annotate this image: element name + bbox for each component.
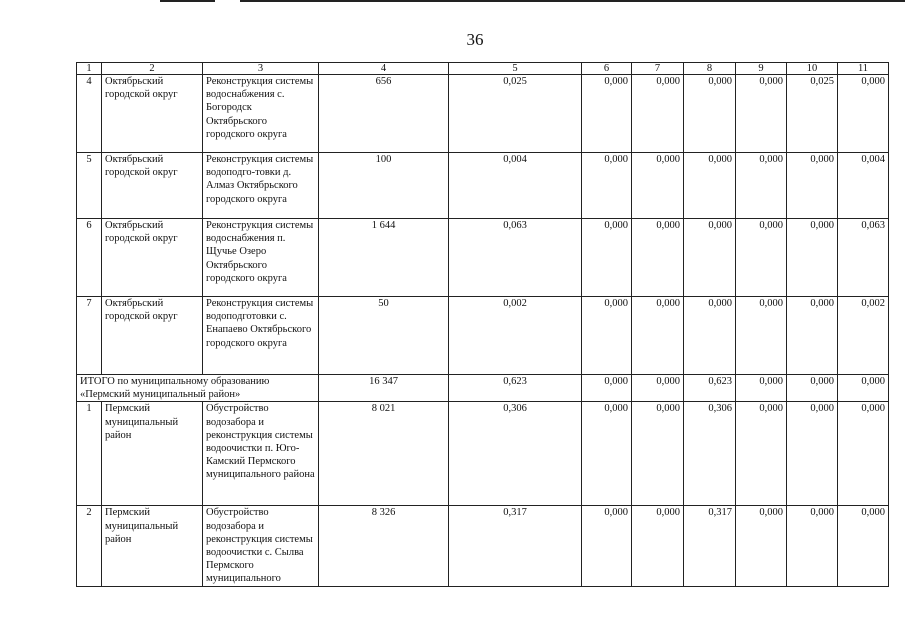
value-cell: 0,000 (736, 219, 787, 297)
value-cell: 0,000 (632, 75, 684, 153)
data-table (76, 62, 889, 587)
value-cell: 0,000 (632, 402, 684, 506)
total-value: 16 347 (319, 375, 449, 402)
value-cell: 0,000 (787, 153, 838, 219)
total-label: ИТОГО по муниципальному образованию «Пермский муниципальный район» (77, 375, 319, 402)
col-header: 4 (319, 63, 449, 75)
value-cell: 1 644 (319, 219, 449, 297)
value-cell: 50 (319, 297, 449, 375)
municipality-cell: Пермский муниципальный район (102, 506, 203, 586)
value-cell: 0,000 (582, 297, 632, 375)
value-cell: 0,000 (632, 506, 684, 586)
object-cell: Обустройство водозабора и реконструкция системы водоочистки п. Юго-Камский Пермского муниципального района (203, 402, 319, 506)
object-cell: Реконструкция системы водоснабжения с. Богородск Октябрьского городского округа (203, 75, 319, 153)
row-number: 6 (77, 219, 102, 297)
value-cell: 0,000 (787, 506, 838, 586)
table-row (77, 75, 889, 153)
row-number: 1 (77, 402, 102, 506)
value-cell: 0,000 (632, 219, 684, 297)
table-row (77, 219, 889, 297)
value-cell: 0,000 (684, 219, 736, 297)
value-cell: 0,000 (736, 402, 787, 506)
col-header: 2 (102, 63, 203, 75)
col-header: 11 (838, 63, 889, 75)
col-header: 9 (736, 63, 787, 75)
value-cell: 0,000 (736, 75, 787, 153)
municipality-cell: Октябрьский городской округ (102, 153, 203, 219)
value-cell: 0,000 (787, 297, 838, 375)
value-cell: 0,000 (632, 297, 684, 375)
col-header: 10 (787, 63, 838, 75)
value-cell: 0,000 (582, 75, 632, 153)
col-header: 6 (582, 63, 632, 75)
value-cell: 0,000 (838, 506, 889, 586)
value-cell: 0,317 (449, 506, 582, 586)
value-cell: 0,000 (582, 153, 632, 219)
col-header: 3 (203, 63, 319, 75)
total-row (77, 375, 889, 402)
value-cell: 0,317 (684, 506, 736, 586)
value-cell: 0,000 (838, 75, 889, 153)
row-number: 7 (77, 297, 102, 375)
value-cell: 0,000 (736, 153, 787, 219)
object-cell: Обустройство водозабора и реконструкция системы водоочистки с. Сылва Пермского муниципального (203, 506, 319, 586)
value-cell: 0,002 (449, 297, 582, 375)
value-cell: 0,004 (449, 153, 582, 219)
total-value: 0,000 (736, 375, 787, 402)
total-value: 0,000 (582, 375, 632, 402)
page-number: 36 (466, 30, 484, 49)
total-value: 0,000 (632, 375, 684, 402)
total-value: 0,000 (787, 375, 838, 402)
municipality-cell: Октябрьский городской округ (102, 219, 203, 297)
top-rule-left (160, 0, 215, 2)
value-cell: 0,000 (787, 219, 838, 297)
value-cell: 0,000 (582, 506, 632, 586)
value-cell: 0,000 (582, 219, 632, 297)
value-cell: 0,000 (582, 402, 632, 506)
column-numbers-row (77, 63, 889, 75)
row-number: 4 (77, 75, 102, 153)
value-cell: 0,306 (449, 402, 582, 506)
value-cell: 0,306 (684, 402, 736, 506)
table-row (77, 402, 889, 506)
value-cell: 0,063 (838, 219, 889, 297)
value-cell: 0,000 (736, 297, 787, 375)
value-cell: 0,000 (838, 402, 889, 506)
value-cell: 0,000 (684, 297, 736, 375)
value-cell: 0,063 (449, 219, 582, 297)
row-number: 2 (77, 506, 102, 586)
value-cell: 0,000 (684, 75, 736, 153)
value-cell: 8 021 (319, 402, 449, 506)
row-number: 5 (77, 153, 102, 219)
value-cell: 0,000 (736, 506, 787, 586)
value-cell: 8 326 (319, 506, 449, 586)
value-cell: 0,000 (684, 153, 736, 219)
value-cell: 0,002 (838, 297, 889, 375)
total-value: 0,623 (449, 375, 582, 402)
municipality-cell: Пермский муниципальный район (102, 402, 203, 506)
value-cell: 0,025 (449, 75, 582, 153)
object-cell: Реконструкция системы водоподготовки с. Енапаево Октябрьского городского округа (203, 297, 319, 375)
table-row (77, 153, 889, 219)
value-cell: 0,000 (632, 153, 684, 219)
col-header: 1 (77, 63, 102, 75)
value-cell: 656 (319, 75, 449, 153)
top-rule-right (240, 0, 905, 2)
col-header: 8 (684, 63, 736, 75)
table-row (77, 506, 889, 586)
municipality-cell: Октябрьский городской округ (102, 297, 203, 375)
total-value: 0,623 (684, 375, 736, 402)
value-cell: 0,025 (787, 75, 838, 153)
col-header: 5 (449, 63, 582, 75)
value-cell: 100 (319, 153, 449, 219)
value-cell: 0,000 (787, 402, 838, 506)
object-cell: Реконструкция системы водоподго-товки д. Алмаз Октябрьского городского округа (203, 153, 319, 219)
table-row (77, 297, 889, 375)
col-header: 7 (632, 63, 684, 75)
object-cell: Реконструкция системы водоснабжения п. Щучье Озеро Октябрьского городского округа (203, 219, 319, 297)
total-value: 0,000 (838, 375, 889, 402)
value-cell: 0,004 (838, 153, 889, 219)
municipality-cell: Октябрьский городской округ (102, 75, 203, 153)
